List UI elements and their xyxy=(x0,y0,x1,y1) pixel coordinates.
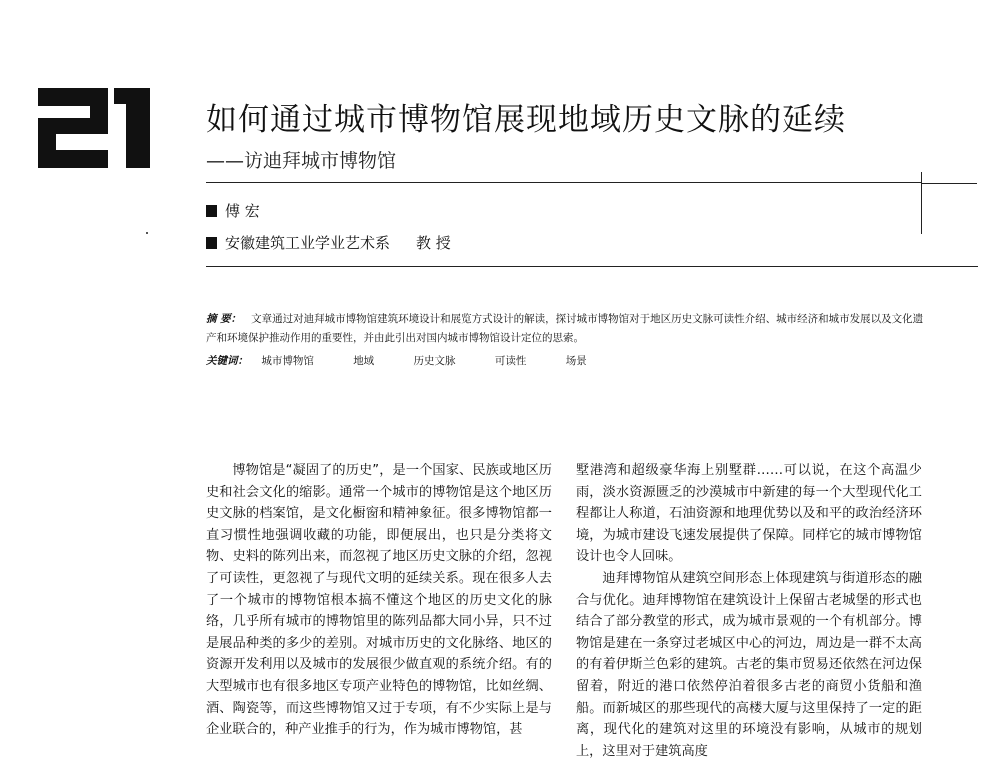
header-rule-right xyxy=(921,183,977,184)
keyword-item: 城市博物馆 xyxy=(261,355,314,367)
author-line xyxy=(206,200,260,221)
header-rule xyxy=(206,182,922,183)
body-column-left xyxy=(206,460,552,741)
body-paragraph-continued: 墅港湾和超级豪华海上别墅群……可以说，在这个高温少雨，淡水资源匮乏的沙漠城市中新建的每一个大型现代化工程都让人称道，石油资源和地理优势以及和平的政治经济环境，为城市建设飞速发展提供了保障。同样它的城市博物馆设计也令人回味。 xyxy=(576,463,922,565)
keyword-item: 历史文脉 xyxy=(413,355,456,367)
section-rule xyxy=(206,266,978,267)
keyword-item: 地域 xyxy=(353,355,375,367)
affiliation-line xyxy=(206,232,451,253)
author-position: 教 授 xyxy=(416,234,451,252)
article-subtitle: ——访迪拜城市博物馆 xyxy=(206,150,397,172)
margin-dot xyxy=(146,232,148,234)
keyword-item: 场景 xyxy=(565,355,587,367)
body-paragraph: 迪拜博物馆从建筑空间形态上体现建筑与街道形态的融合与优化。迪拜博物馆在建筑设计上保留古老城堡的形式也结合了部分教堂的形式，成为城市景观的一个有机部分。博物馆是建在一条穿过老城区中心的河边，周边是一群不太高的有着伊斯兰色彩的建筑。古老的集市贸易还依然在河边保留着，附近的港口依然停泊着很多古老的商贸小货船和渔船。而新城区的那些现代的高楼大厦与这里保持了一定的距离，现代化的建筑对这里的环境没有影响，从城市的规划上，这里对于建筑高度 xyxy=(576,570,922,759)
bullet-square-icon xyxy=(206,205,217,217)
keywords-label: 关键词： xyxy=(206,355,248,367)
body-column-right xyxy=(576,460,922,762)
chapter-number-graphic xyxy=(34,88,154,168)
article-title: 如何通过城市博物馆展现地域历史文脉的延续 xyxy=(206,102,846,138)
keyword-item: 可读性 xyxy=(494,355,527,367)
keywords xyxy=(206,353,623,368)
bullet-square-icon xyxy=(206,237,217,249)
header-rule-vertical xyxy=(921,172,922,234)
abstract-text: 文章通过对迪拜城市博物馆建筑环境设计和展览方式设计的解读，探讨城市博物馆对于地区历史文脉可读性介绍、城市经济和城市发展以及文化遗产和环境保护推动作用的重要性，并由此引出对国内城市博物馆设计定位的思索。 xyxy=(206,313,924,344)
affiliation-text: 安徽建筑工业学业艺术系 xyxy=(225,234,391,252)
abstract-label: 摘 要： xyxy=(206,313,242,325)
author-name: 傅 宏 xyxy=(225,202,260,220)
abstract xyxy=(206,310,926,348)
body-paragraph: 博物馆是“凝固了的历史”，是一个国家、民族或地区历史和社会文化的缩影。通常一个城市的博物馆是这个地区历史文脉的档案馆，是文化橱窗和精神象征。很多博物馆都一直习惯性地强调收藏的功能，即便展出，也只是分类将文物、史料的陈列出来，而忽视了地区历史文脉的介绍，忽视了可读性，更忽视了与现代文明的延续关系。现在很多人去了一个城市的博物馆根本搞不懂这个地区的历史文化的脉络，几乎所有城市的博物馆里的陈列品都大同小异，只不过是展品种类的多少的差别。对城市历史的文化脉络、地区的资源开发利用以及城市的发展很少做直观的系统介绍。有的大型城市也有很多地区专项产业特色的博物馆，比如丝绸、酒、陶瓷等，而这些博物馆又过于专项，有不少实际上是与企业联合的，种产业推手的行为，作为城市博物馆，甚 xyxy=(206,463,552,738)
